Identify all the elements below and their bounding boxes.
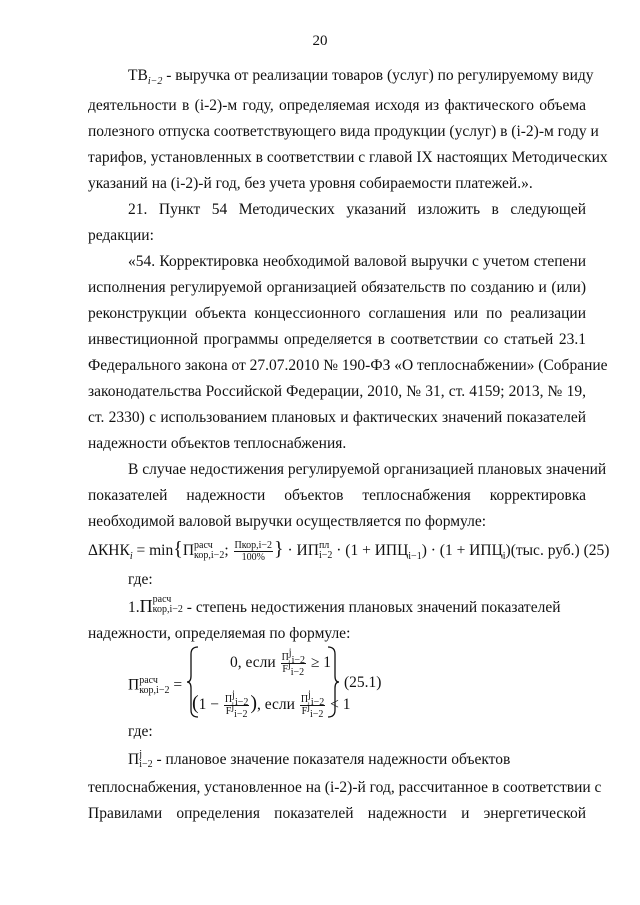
ratio-fraction: $\frac{\text{Пкор,i−2}}{100\%}$ [234,539,273,563]
planned-value-line: П j i−2 - плановое значение показателя надежности объектов [128,749,511,771]
where-label: где: [128,723,153,740]
right-curly-brace [326,646,340,718]
tb-definition-text: - выручка от реализации товаров (услуг) по регулируемому виду [162,67,594,84]
case-2: (1 − $\frac{П^j_{i-2}}{F^j_{i-2}}$ ), если $\frac{П^j_{i-2}}{F^j_{i-2}}$ < 1 [192,689,351,720]
page-number: 20 [312,33,328,49]
paragraph-line: деятельности в (i-2)-м году, определяемая исходя из фактического объема [88,97,586,114]
paragraph-line: Федерального закона от 27.07.2010 № 190-ФЗ «О теплоснабжении» (Собрание [88,357,608,374]
tb-subscript: i−2 [147,76,163,88]
tb-symbol: TB [128,67,148,84]
where-label: где: [128,571,153,588]
paragraph-line: реконструкции объекта концессионного соглашения или по реализации [88,305,586,322]
paragraph-line: законодательства Российской Федерации, 2010, № 31, ст. 4159; 2013, № 19, [88,383,586,400]
case-1: 0, если $\frac{П^j_{i-2}}{F^j_{i-2}}$ ≥ 1 [230,647,332,678]
paragraph-line: Правилами определения показателей надежности и энергетической [88,805,586,822]
paragraph-line: указаний на (i-2)-й год, без учета уровня собираемости платежей.». [88,175,533,192]
paragraph-line: надежности объектов теплоснабжения. [88,435,347,452]
paragraph-line: «54. Корректировка необходимой валовой выручки с учетом степени [128,253,586,270]
paragraph-line: 21. Пункт 54 Методических указаний изложить в следующей [128,201,586,218]
paragraph-line: инвестиционной программы определяется в соответствии со статьей 23.1 [88,331,586,348]
paragraph-line: показателей надежности объектов теплоснабжения корректировка [88,487,586,504]
item-1-line: 1.П расч кор,i−2 - степень недостижения плановых значений показателей [128,594,561,616]
paragraph-line: В случае недостижения регулируемой организацией плановых значений [128,461,607,478]
paragraph-line: теплоснабжения, установленное на (i-2)-й год, рассчитанное в соответствии с [88,779,602,796]
formula-25-1-lhs: П расч кор,i−2 = [128,675,183,696]
paragraph-line: необходимой валовой выручки осуществляется по формуле: [88,513,487,530]
paragraph-line: ст. 2330) с использованием плановых и фактических значений показателей [88,409,586,426]
formula-25: $\Delta КНК_i = \min\{П$ расч кор,i−2 ; $\frac{\text{Пкор,i−2}}{100\%}$ } · ИП пл i−2 · $(1 + ИПЦ_{i-1}) \cdot (1 + ИПЦ_i)(тыс$. руб.) (25) [88,538,610,563]
tb-definition-line [128,66,594,88]
formula-label: (25.1) [344,674,382,691]
paragraph-line: надежности, определяемая по формуле: [88,625,351,642]
paragraph-line: тарифов, установленных в соответствии с главой IX настоящих Методических [88,149,608,166]
paragraph-line: редакции: [88,227,154,244]
paragraph-line: полезного отпуска соответствующего вида продукции (услуг) в (i-2)-м году и [88,123,599,140]
paragraph-line: исполнения регулируемой организацией обязательств по созданию и (или) [88,279,586,296]
